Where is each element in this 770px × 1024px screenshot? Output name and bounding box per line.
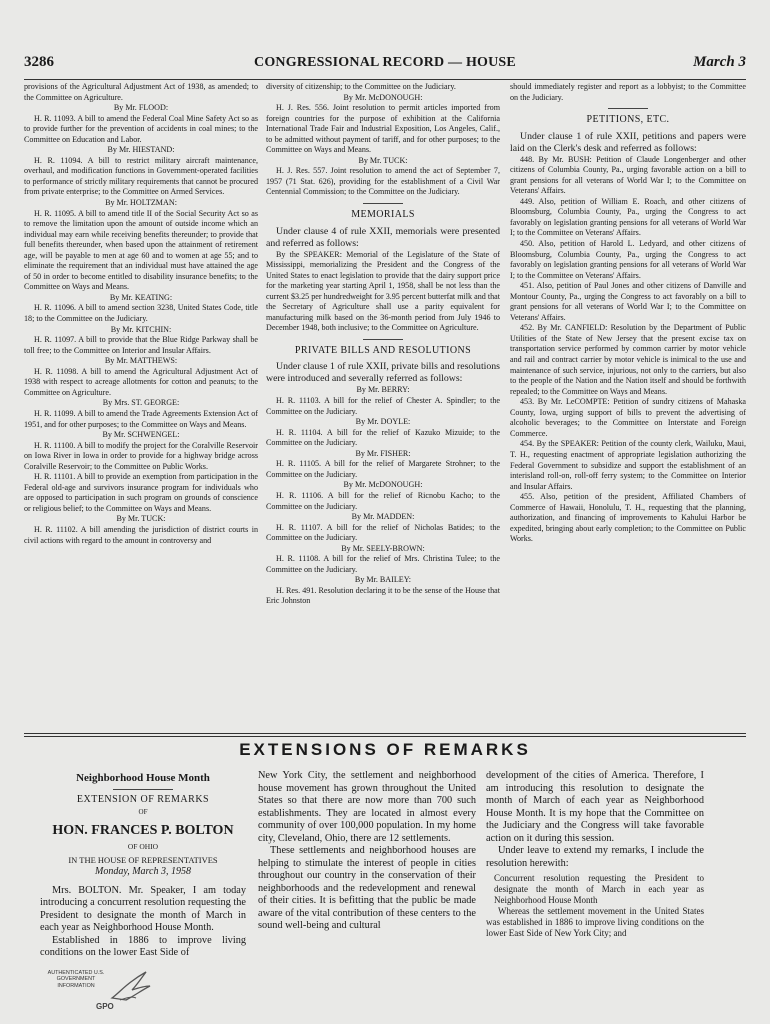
paragraph: H. R. 11098. A bill to amend the Agricultural Adjustment Act of 1938 with respect to acreage allotments for cotton and peanuts; to the Committee on Agriculture. — [24, 366, 258, 397]
section-heading-petitions: PETITIONS, ETC. — [586, 114, 670, 126]
paragraph: H. Res. 491. Resolution declaring it to be the sense of the House that Eric Johnston — [266, 585, 500, 606]
paragraph: 455. Also, petition of the president, Affiliated Chambers of Commerce of Hawaii, Honolulu, T. H., requesting that the planning, authorization, and financing of improvements to Kahului Harbor be expedited, bringing about early completion; to the Committee on Public Works. — [510, 492, 746, 544]
paragraph: H. R. 11104. A bill for the relief of Kazuko Mizuide; to the Committee on the Judiciary. — [266, 427, 500, 448]
extensions-banner: EXTENSIONS OF REMARKS — [239, 740, 531, 759]
paragraph: H. J. Res. 556. Joint resolution to permit articles imported from foreign countries for the purpose of exhibition at the California International Trade Fair and Industrial Exposition, Los Angeles, Calif., to be admitted without payment of tariff, and for other purposes; to the Committee on Ways and Means. — [266, 103, 500, 155]
paragraph: Mrs. BOLTON. Mr. Speaker, I am today introducing a concurrent resolution requesting the President to designate the month of March in each year as Neighborhood House Month. — [40, 884, 246, 933]
sponsor: By Mr. HIESTAND: — [107, 145, 175, 155]
paragraph: should immediately register and report as a lobbyist; to the Committee on the Judiciary. — [510, 82, 746, 102]
extension-column-3 — [486, 770, 704, 939]
extension-column-2 — [258, 770, 476, 933]
paragraph: H. R. 11106. A bill for the relief of Ricnobu Kacho; to the Committee on the Judiciary. — [266, 490, 500, 511]
gpo-mark: GPO — [96, 1002, 114, 1011]
sponsor: By Mr. FISHER: — [355, 448, 411, 458]
paragraph: H. R. 11097. A bill to provide that the Blue Ridge Parkway shall be toll free; to the Committee on Interior and Insular Affairs. — [24, 335, 258, 355]
paragraph: provisions of the Agricultural Adjustment Act of 1938, as amended; to the Committee on Agriculture. — [24, 82, 258, 102]
divider — [608, 108, 648, 109]
paragraph: Whereas the settlement movement in the United States was established in 1886 to improve living conditions on the lower East Side of New York City; and — [486, 906, 704, 938]
paragraph: 450. Also, petition of Harold L. Ledyard, and other citizens of Bloomsburg, Columbia County, Pa., urging the Congress to act favorably on legislation granting pensions for all veterans of World War I; to the Committee on Veterans' Affairs. — [510, 239, 746, 280]
column-2 — [266, 82, 500, 607]
sponsor: By Mr. MADDEN: — [351, 512, 415, 522]
paragraph: development of the cities of America. Therefore, I am introducing this resolution to designate the month of March of each year as Neighborhood House Month. It is my hope that the Committee on the Judiciary and the Congress will take favorable action on it during this session. — [486, 770, 704, 844]
paragraph: New York City, the settlement and neighborhood house movement has grown throughout the United States so that there are now more than 700 such establishments. They are located in almost every community of over 100,000 population. In my home city, Cleveland, Ohio, there are 12 settlements. — [258, 770, 476, 844]
extension-date: Monday, March 3, 1958 — [94, 866, 191, 877]
sponsor: By Mr. FLOOD: — [113, 103, 169, 113]
paragraph: Established in 1886 to improve living conditions on the lower East Side of — [40, 934, 246, 958]
paragraph: H. J. Res. 557. Joint resolution to amend the act of September 7, 1957 (71 Stat. 626), providing for the establishment of a Civil War Centennial Commission; to the Committee on the Judiciary. — [266, 166, 500, 197]
paragraph: 449. Also, petition of William E. Roach, and other citizens of Bloomsburg, Columbia County, Pa., urging the Congress to act favorably on legislation granting pensions for all veterans of World War I; to the Committee on Veterans' Affairs. — [510, 196, 746, 238]
sponsor: By Mr. SEELY-BROWN: — [341, 543, 425, 553]
paragraph: 448. By Mr. BUSH: Petition of Claude Longenberger and other citizens of Columbia County, Pa., urging favorable action on a bill to grant pensions for all veterans of World War I; to the Committee on Veterans' Affairs. — [510, 154, 746, 196]
paragraph: H. R. 11095. A bill to amend title II of the Social Security Act so as to remove the limitation upon the amount of outside income which an individual may earn while receiving benefits thereunder; to provide that full benefits thereunder, when based upon the attainment of retirement age, will be payable to men at age 60 and to women at age 55; and to eliminate the requirement that an individual must have attained the age of 50 in order to become entitled to disability insurance benefits; to the Committee on Ways and Means. — [24, 208, 258, 292]
divider — [113, 789, 173, 790]
extension-column-1 — [40, 770, 246, 960]
gpo-authentication-mark — [40, 968, 160, 1014]
section-heading-memorials: MEMORIALS — [351, 209, 415, 221]
sponsor: By Mr. BERRY: — [356, 385, 410, 395]
paragraph: Under leave to extend my remarks, I include the resolution herewith: — [486, 845, 704, 869]
paragraph: H. R. 11099. A bill to amend the Trade Agreements Extension Act of 1951, and for other purposes; to the Committee on Ways and Means. — [24, 408, 258, 429]
member-name: HON. FRANCES P. BOLTON — [52, 822, 234, 838]
paragraph: H. R. 11094. A bill to restrict military aircraft maintenance, overhaul, and modification functions in Government-operated facilities to performance of strictly military requirements that cannot be procured from private enterprise; to the Committee on Armed Services. — [24, 155, 258, 197]
paragraph: H. R. 11103. A bill for the relief of Chester A. Spindler; to the Committee on the Judiciary. — [266, 396, 500, 416]
section-rule — [24, 733, 746, 734]
extension-title: Neighborhood House Month — [76, 772, 210, 784]
paragraph: H. R. 11096. A bill to amend section 3238, United States Code, title 18; to the Committee on the Judiciary. — [24, 303, 258, 324]
extension-of: OF — [138, 808, 148, 816]
section-lead: Under clause 4 of rule XXII, memorials were presented and referred as follows: — [266, 225, 500, 249]
paragraph: 454. By the SPEAKER: Petition of the county clerk, Wailuku, Maui, T. H., requesting enactment of appropriate legislation authorizing the Federal Government to subsidize and support the establishment of an interisland roll-on, roll-off ferry system; to the Committee on Interior and Insular Affairs. — [510, 439, 746, 491]
page-number: 3286 — [24, 54, 54, 70]
paragraph: By the SPEAKER: Memorial of the Legislature of the State of Mississippi, memorializing the President and the Congress of the United States to enact legislation to provide that the dairy support price for the marketing year starting April 1, 1958, shall be not less than the current $3.25 per hundredweight for 3.95 percent butterfat milk and that the Secretary of Agriculture shall use a parity equivalent for manufacturing milk based on the 36-month period from July 1946 to December 1948, both inclusive; to the Committee on Agriculture. — [266, 249, 500, 333]
paragraph: diversity of citizenship; to the Committee on the Judiciary. — [266, 82, 456, 91]
sponsor: By Mr. HOLTZMAN: — [105, 198, 177, 208]
sponsor: By Mr. MATTHEWS: — [104, 356, 178, 366]
paragraph: H. R. 11101. A bill to provide an exemption from participation in the Federal old-age and survivors insurance program for individuals who are opposed to participation in such program on grounds of conscience or religious belief; to the Committee on Ways and Means. — [24, 472, 258, 513]
sponsor: By Mr. McDONOUGH: — [343, 480, 423, 490]
section-rule — [24, 736, 746, 737]
chamber: IN THE HOUSE OF REPRESENTATIVES — [68, 854, 218, 865]
divider — [363, 339, 403, 340]
column-3 — [510, 82, 746, 545]
paragraph: 453. By Mr. LeCOMPTE: Petition of sundry citizens of Mahaska County, Iowa, urging support of bills to prevent the advertising of alcoholic beverages; to the Committee on Interstate and Foreign Commerce. — [510, 397, 746, 438]
section-heading-private-bills: PRIVATE BILLS AND RESOLUTIONS — [294, 344, 472, 356]
section-lead: Under clause 1 of rule XXII, private bills and resolutions were introduced and severally referred as follows: — [266, 361, 500, 385]
section-lead: Under clause 1 of rule XXII, petitions and papers were laid on the Clerk's desk and referred as follows: — [510, 130, 746, 154]
paragraph: H. R. 11108. A bill for the relief of Mrs. Christina Tulee; to the Committee on the Judiciary. — [266, 554, 500, 574]
sponsor: By Mrs. ST. GEORGE: — [102, 398, 180, 408]
member-state: OF OHIO — [127, 842, 159, 851]
paragraph: These settlements and neighborhood houses are helping to stimulate the interest of people in cities throughout our country in the conservation of their neighborhoods and the redevelopment and renewal of their cities. It is befitting that the public be made aware of the vital contribution of these centers to the sound well-being and cultural — [258, 845, 476, 931]
paragraph: 451. Also, petition of Paul Jones and other citizens of Danville and Montour County, Pa., urging the Congress to act favorably on a bill to grant pensions for all veterans of World War I; to the Committee on Veterans' Affairs. — [510, 281, 746, 322]
paragraph: 452. By Mr. CANFIELD: Resolution by the Department of Public Utilities of the State of New Jersey that the present excise tax on transportation service performed by common carrier by motor vehicle and rail and contract carrier by motor vehicle is inimical to the use and maintenance of such service, injurious, not only to the carriers, but also to the people of the Nation and the Nation itself and should be forthwith repealed; to the Committee on Ways and Means. — [510, 323, 746, 396]
page-header — [24, 54, 746, 78]
paragraph: H. R. 11100. A bill to modify the project for the Coralville Reservoir on Iowa River in Iowa in order to provide for a highway bridge across Coralville Reservoir; to the Committee on Public Works. — [24, 440, 258, 471]
sponsor: By Mr. KEATING: — [109, 292, 173, 302]
paragraph: H. R. 11105. A bill for the relief of Margarete Strohner; to the Committee on the Judiciary. — [266, 459, 500, 479]
divider — [363, 203, 403, 204]
extension-subhead: EXTENSION OF REMARKS — [76, 793, 210, 805]
sponsor: By Mr. TUCK: — [358, 155, 408, 165]
header-rule — [24, 79, 746, 80]
gpo-text: AUTHENTICATED U.S. GOVERNMENT INFORMATION — [47, 970, 105, 989]
sponsor: By Mr. TUCK: — [116, 514, 166, 524]
paragraph: H. R. 11093. A bill to amend the Federal Coal Mine Safety Act so as to provide further for the prevention of accidents in coal mines; to the Committee on Education and Labor. — [24, 113, 258, 144]
page-date: March 3 — [693, 54, 746, 70]
sponsor: By Mr. SCHWENGEL: — [102, 430, 180, 440]
resolution-title: Concurrent resolution requesting the President to designate the month of March in each year as Neighborhood House Month — [494, 873, 704, 905]
column-1 — [24, 82, 258, 546]
paragraph: H. R. 11102. A bill amending the jurisdiction of district courts in civil actions with regard to the amount in controversy and — [24, 524, 258, 545]
sponsor: By Mr. KITCHIN: — [110, 324, 172, 334]
sponsor: By Mr. BAILEY: — [354, 575, 412, 585]
paragraph: H. R. 11107. A bill for the relief of Nicholas Batides; to the Committee on the Judiciary. — [266, 522, 500, 543]
sponsor: By Mr. DOYLE: — [355, 417, 411, 427]
publication-title: CONGRESSIONAL RECORD — HOUSE — [254, 55, 516, 70]
sponsor: By Mr. McDONOUGH: — [343, 92, 423, 102]
